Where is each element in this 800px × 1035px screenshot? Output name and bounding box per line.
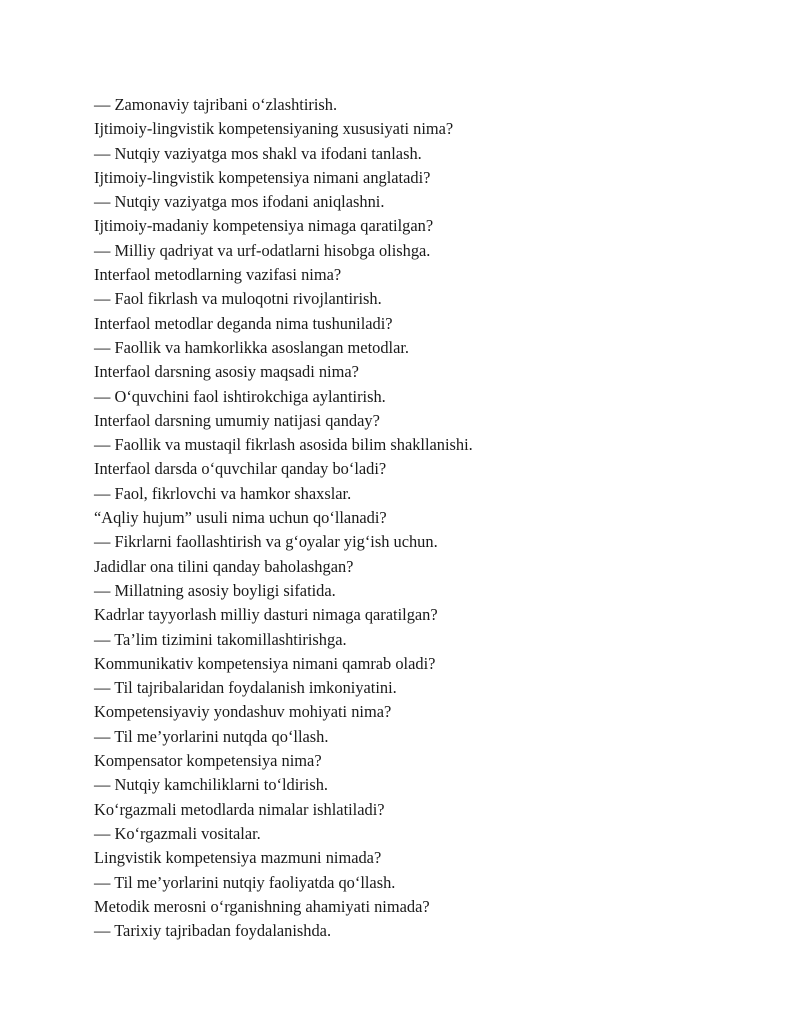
answer-line: — Faol, fikrlovchi va hamkor shaxslar. bbox=[94, 483, 352, 503]
answer-line: — Til me’yorlarini nutqda qo‘llash. bbox=[94, 726, 329, 746]
question-line: Ijtimoiy-lingvistik kompetensiya nimani anglatadi? bbox=[94, 167, 431, 187]
document-body bbox=[94, 93, 734, 943]
question-line: Interfaol darsning umumiy natijasi qanday? bbox=[94, 410, 380, 430]
question-line: Interfaol metodlar deganda nima tushuniladi? bbox=[94, 313, 393, 333]
answer-line: — Faollik va mustaqil fikrlash asosida bilim shakllanishi. bbox=[94, 435, 473, 455]
answer-line: — Faollik va hamkorlikka asoslangan metodlar. bbox=[94, 337, 409, 357]
question-line: Kommunikativ kompetensiya nimani qamrab oladi? bbox=[94, 653, 436, 673]
answer-line: — O‘quvchini faol ishtirokchiga aylantirish. bbox=[94, 386, 386, 406]
answer-line: — Ta’lim tizimini takomillashtirishga. bbox=[94, 629, 347, 649]
question-line: Ijtimoiy-madaniy kompetensiya nimaga qaratilgan? bbox=[94, 216, 434, 236]
question-line: Lingvistik kompetensiya mazmuni nimada? bbox=[94, 848, 382, 868]
answer-line: — Til me’yorlarini nutqiy faoliyatda qo‘llash. bbox=[94, 872, 396, 892]
question-line: Ijtimoiy-lingvistik kompetensiyaning xususiyati nima? bbox=[94, 119, 454, 139]
answer-line: — Millatning asosiy boyligi sifatida. bbox=[94, 580, 336, 600]
question-line: Ko‘rgazmali metodlarda nimalar ishlatiladi? bbox=[94, 799, 385, 819]
question-line: “Aqliy hujum” usuli nima uchun qo‘llanadi? bbox=[94, 508, 387, 528]
answer-line: — Milliy qadriyat va urf-odatlarni hisobga olishga. bbox=[94, 240, 431, 260]
question-line: Jadidlar ona tilini qanday baholashgan? bbox=[94, 556, 354, 576]
question-line: Kompetensiyaviy yondashuv mohiyati nima? bbox=[94, 702, 392, 722]
answer-line: — Ko‘rgazmali vositalar. bbox=[94, 823, 261, 843]
answer-line: — Nutqiy vaziyatga mos ifodani aniqlashni. bbox=[94, 192, 385, 212]
answer-line: — Til tajribalaridan foydalanish imkoniyatini. bbox=[94, 678, 397, 698]
answer-line: — Faol fikrlash va muloqotni rivojlantirish. bbox=[94, 289, 382, 309]
answer-line: — Nutqiy kamchiliklarni to‘ldirish. bbox=[94, 775, 328, 795]
answer-line: — Nutqiy vaziyatga mos shakl va ifodani tanlash. bbox=[94, 143, 422, 163]
answer-line: — Zamonaviy tajribani o‘zlashtirish. bbox=[94, 95, 338, 114]
question-line: Interfaol darsning asosiy maqsadi nima? bbox=[94, 362, 359, 382]
answer-line: — Fikrlarni faollashtirish va g‘oyalar yig‘ish uchun. bbox=[94, 532, 438, 552]
question-line: Kompensator kompetensiya nima? bbox=[94, 751, 322, 771]
question-line: Metodik merosni o‘rganishning ahamiyati nimada? bbox=[94, 896, 430, 916]
answer-line: — Tarixiy tajribadan foydalanishda. bbox=[94, 921, 332, 941]
question-line: Interfaol metodlarning vazifasi nima? bbox=[94, 265, 342, 285]
question-line: Interfaol darsda o‘quvchilar qanday bo‘ladi? bbox=[94, 459, 387, 479]
question-line: Kadrlar tayyorlash milliy dasturi nimaga qaratilgan? bbox=[94, 605, 438, 625]
